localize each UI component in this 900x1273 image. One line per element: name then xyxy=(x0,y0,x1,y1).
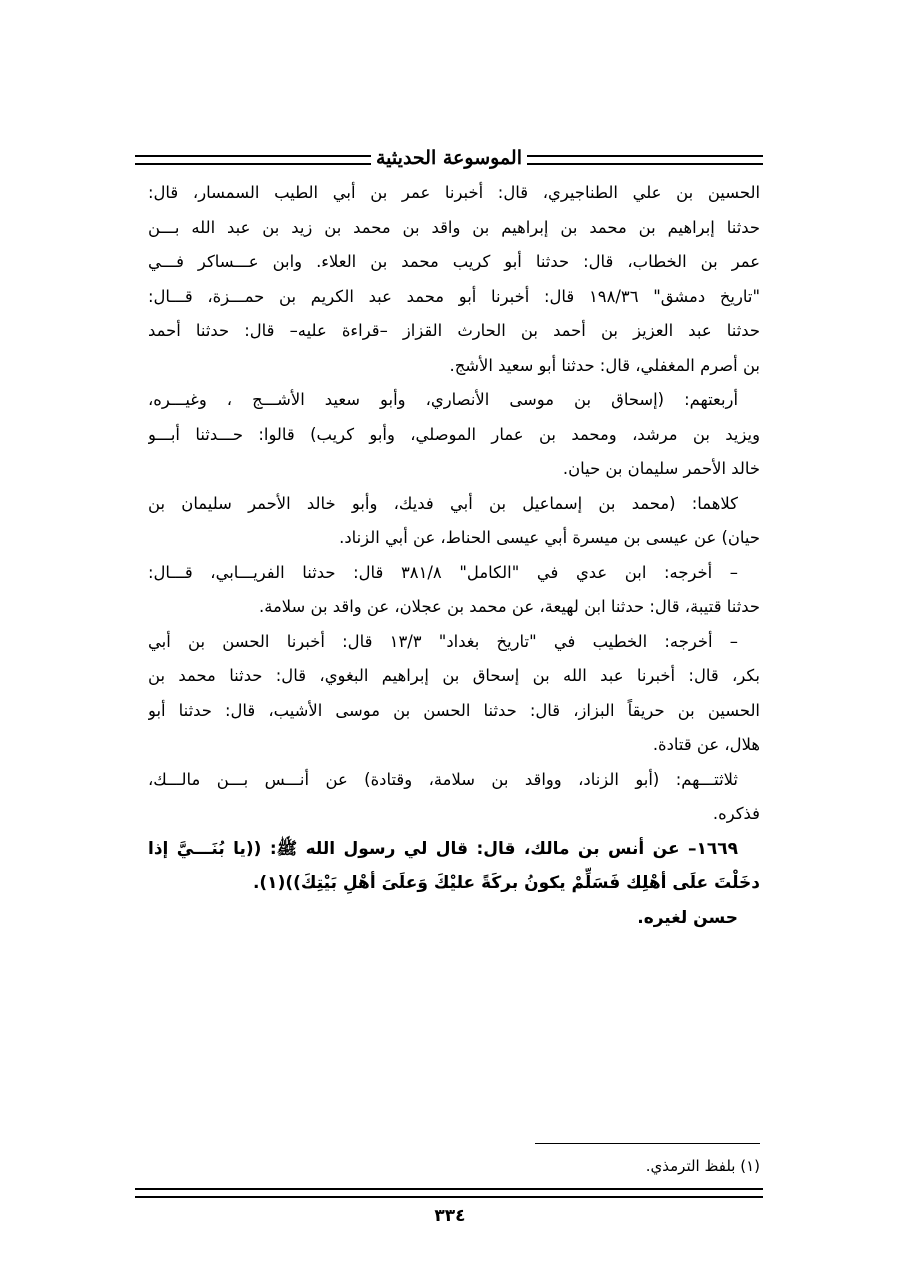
text-line: كلاهما: (محمد بن إسماعيل بن أبي فديك، وأبو خالد الأحمر سليمان بن xyxy=(148,493,738,513)
paragraph xyxy=(148,763,760,832)
header-rule-left xyxy=(135,155,371,165)
header-rule-right xyxy=(527,155,763,165)
body-text xyxy=(148,176,760,935)
text-line: خالد الأحمر سليمان بن حيان. xyxy=(562,459,760,478)
text-line: حيان) عن عيسى بن ميسرة أبي عيسى الحناط، عن أبي الزناد. xyxy=(339,528,760,547)
paragraph xyxy=(148,625,760,763)
text-line: – أخرجه: الخطيب في "تاريخ بغداد" ١٣/٣ قال: أخبرنا الحسن بن أبي xyxy=(148,631,738,651)
text-line: أربعتهم: (إسحاق بن موسى الأنصاري، وأبو سعيد الأشـــج ، وغيـــره، xyxy=(148,390,738,409)
footnote: (١) بلفظ الترمذي. xyxy=(645,1157,760,1175)
text-line: حدثنا قتيبة، قال: حدثنا ابن لهيعة، عن محمد بن عجلان، عن واقد بن سلامة. xyxy=(259,597,760,616)
text-line: عمر بن الخطاب، قال: حدثنا أبو كريب محمد بن العلاء. وابن عـــساكر فـــي xyxy=(148,252,760,271)
paragraph xyxy=(148,556,760,625)
header-title: الموسوعة الحديثية xyxy=(376,147,522,169)
text-line: ويزيد بن مرشد، ومحمد بن عمار الموصلي، وأبو كريب) قالوا: حـــدثنا أبـــو xyxy=(148,424,760,444)
text-line: ١٦٦٩– عن أنس بن مالك، قال: قال لي رسول الله ﷺ: ((يا بُنَـــيَّ إذا xyxy=(148,838,738,859)
page-number: ٣٣٤ xyxy=(434,1206,466,1226)
paragraph xyxy=(148,901,760,936)
text-line: الحسين بن علي الطناجيري، قال: أخبرنا عمر بن أبي الطيب السمسار، قال: xyxy=(148,183,760,202)
footer-rule xyxy=(135,1188,763,1198)
text-line: دخَلْتَ علَى أهْلِك فَسَلِّمْ يكونُ بركَةً عليْكَ وَعلَىَ أهْلِ بَيْتِكَ))(١). xyxy=(252,873,760,893)
text-line: ثلاثتـــهم: (أبو الزناد، وواقد بن سلامة، وقتادة) عن أنـــس بـــن مالـــك، xyxy=(148,769,738,789)
page-header xyxy=(135,143,763,175)
paragraph xyxy=(148,176,760,383)
text-line: حدثنا عبد العزيز بن أحمد بن الحارث القزاز –قراءة عليه– قال: حدثنا أحمد xyxy=(148,321,760,340)
paragraph xyxy=(148,487,760,556)
text-line: حدثنا إبراهيم بن محمد بن إبراهيم بن واقد بن محمد بن زيد بن عبد الله بـــن xyxy=(148,217,760,237)
text-line: بن أصرم المغفلي، قال: حدثنا أبو سعيد الأشج. xyxy=(449,355,760,375)
footnote-separator xyxy=(535,1143,760,1144)
text-line: – أخرجه: ابن عدي في "الكامل" ٣٨١/٨ قال: حدثنا الفريـــابي، قـــال: xyxy=(148,562,738,582)
text-line: "تاريخ دمشق" ١٩٨/٣٦ قال: أخبرنا أبو محمد عبد الكريم بن حمـــزة، قـــال: xyxy=(148,286,760,306)
paragraph xyxy=(148,383,760,487)
text-line: الحسين بن حريقاً البزاز، قال: حدثنا الحسن بن موسى الأشيب، قال: حدثنا أبو xyxy=(148,700,760,720)
text-line: بكر، قال: أخبرنا عبد الله بن إسحاق بن إبراهيم البغوي، قال: حدثنا محمد بن xyxy=(148,666,760,685)
text-line: حسن لغيره. xyxy=(637,907,738,928)
text-line: هلال، عن قتادة. xyxy=(652,735,760,754)
text-line: فذكره. xyxy=(712,804,760,823)
paragraph xyxy=(148,832,760,901)
